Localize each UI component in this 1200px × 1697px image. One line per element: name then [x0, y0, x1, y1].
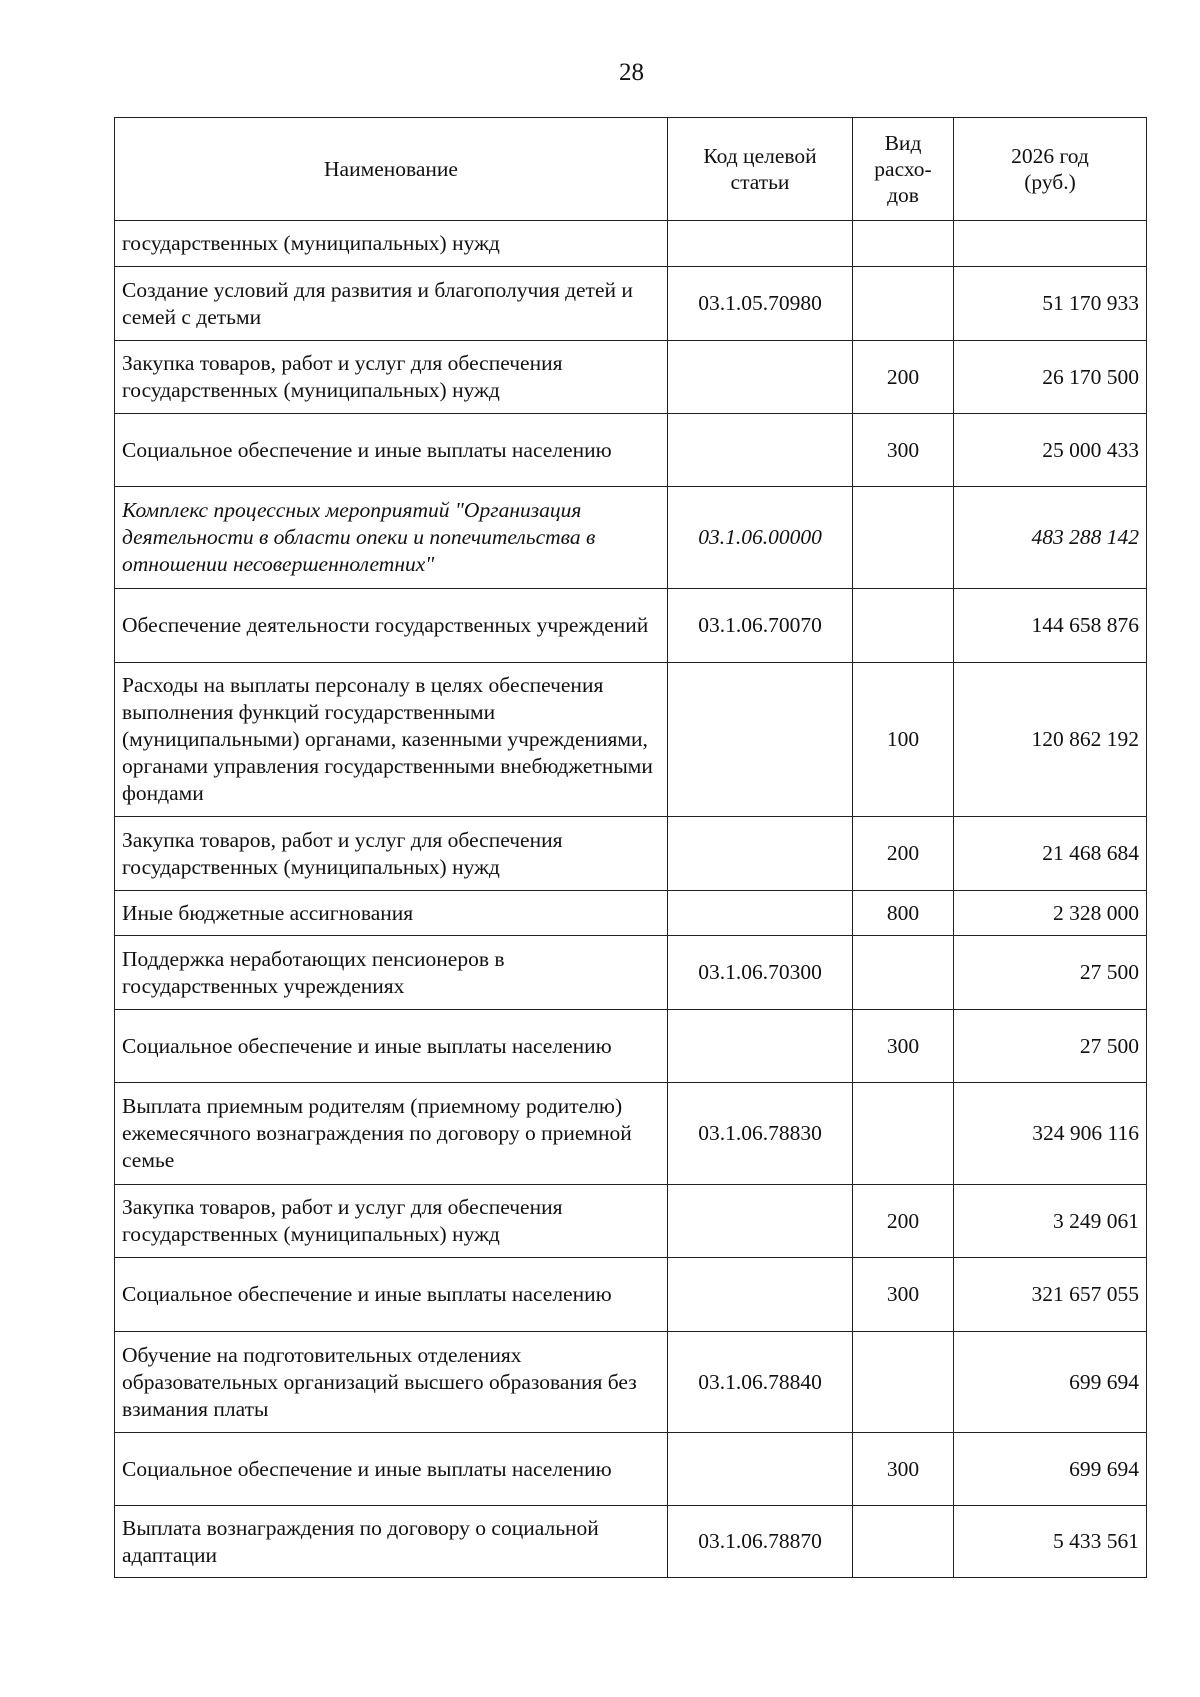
row-name: Поддержка неработающих пенсионеров в государственных учреждениях: [115, 936, 668, 1010]
table-row: [115, 1083, 1147, 1185]
row-name: Иные бюджетные ассигнования: [115, 891, 668, 936]
row-type: [853, 589, 954, 663]
row-sum: 27 500: [954, 1010, 1147, 1083]
row-name: Расходы на выплаты персоналу в целях обеспечения выполнения функций государственными (муниципальными) органами, казенными учреждениями, органами управления государственными внебюджетными фондами: [115, 663, 668, 817]
table-row: [115, 817, 1147, 891]
row-sum: 3 249 061: [954, 1185, 1147, 1258]
row-sum: 5 433 561: [954, 1506, 1147, 1578]
row-sum: 25 000 433: [954, 414, 1147, 487]
row-code: 03.1.06.78840: [668, 1332, 853, 1433]
row-sum: 2 328 000: [954, 891, 1147, 936]
row-type: [853, 487, 954, 589]
table-row: [115, 341, 1147, 414]
row-sum: 120 862 192: [954, 663, 1147, 817]
row-type: [853, 1506, 954, 1578]
row-name: Закупка товаров, работ и услуг для обеспечения государственных (муниципальных) нужд: [115, 341, 668, 414]
row-type: 100: [853, 663, 954, 817]
row-name: Обеспечение деятельности государственных учреждений: [115, 589, 668, 663]
row-sum: 26 170 500: [954, 341, 1147, 414]
row-name: Социальное обеспечение и иные выплаты населению: [115, 1010, 668, 1083]
row-type: [853, 267, 954, 341]
row-name: государственных (муниципальных) нужд: [115, 221, 668, 267]
row-sum: 27 500: [954, 936, 1147, 1010]
row-type: 200: [853, 1185, 954, 1258]
row-type: [853, 936, 954, 1010]
row-type: 200: [853, 341, 954, 414]
row-type: [853, 1083, 954, 1185]
header-name: Наименование: [115, 118, 668, 221]
row-sum: 699 694: [954, 1332, 1147, 1433]
row-type: 800: [853, 891, 954, 936]
row-code: 03.1.06.70070: [668, 589, 853, 663]
table-row: [115, 267, 1147, 341]
row-code: [668, 341, 853, 414]
header-sum: 2026 год (руб.): [954, 118, 1147, 221]
row-name: Создание условий для развития и благополучия детей и семей с детьми: [115, 267, 668, 341]
table-row: [115, 589, 1147, 663]
row-code: 03.1.06.78830: [668, 1083, 853, 1185]
row-code: 03.1.06.70300: [668, 936, 853, 1010]
page-number: 28: [619, 59, 644, 86]
row-type: 200: [853, 817, 954, 891]
row-sum: 144 658 876: [954, 589, 1147, 663]
row-name: Выплата приемным родителям (приемному родителю) ежемесячного вознаграждения по договору о приемной семье: [115, 1083, 668, 1185]
row-name: Обучение на подготовительных отделениях образовательных организаций высшего образования без взимания платы: [115, 1332, 668, 1433]
table-row: [115, 1010, 1147, 1083]
table-row: [115, 1506, 1147, 1578]
table-body: [115, 221, 1147, 1578]
table-row: [115, 487, 1147, 589]
row-sum: 21 468 684: [954, 817, 1147, 891]
row-code: [668, 221, 853, 267]
budget-table: [114, 117, 1147, 1578]
row-name: Социальное обеспечение и иные выплаты населению: [115, 1433, 668, 1506]
row-code: [668, 1433, 853, 1506]
row-sum: 51 170 933: [954, 267, 1147, 341]
row-type: 300: [853, 414, 954, 487]
row-type: [853, 1332, 954, 1433]
table-row: [115, 1433, 1147, 1506]
table-row: [115, 1332, 1147, 1433]
header-type: Вид расхо-дов: [853, 118, 954, 221]
row-type: 300: [853, 1010, 954, 1083]
row-type: 300: [853, 1433, 954, 1506]
row-code: [668, 817, 853, 891]
row-name: Социальное обеспечение и иные выплаты населению: [115, 414, 668, 487]
row-name: Комплекс процессных мероприятий "Организация деятельности в области опеки и попечительства в отношении несовершеннолетних": [115, 487, 668, 589]
row-code: [668, 1185, 853, 1258]
row-code: 03.1.05.70980: [668, 267, 853, 341]
row-code: 03.1.06.00000: [668, 487, 853, 589]
row-sum: [954, 221, 1147, 267]
table-row: [115, 1185, 1147, 1258]
header-code: Код целевой статьи: [668, 118, 853, 221]
row-type: 300: [853, 1258, 954, 1332]
header-row: [115, 118, 1147, 221]
table-row: [115, 221, 1147, 267]
row-code: 03.1.06.78870: [668, 1506, 853, 1578]
row-name: Выплата вознаграждения по договору о социальной адаптации: [115, 1506, 668, 1578]
row-sum: 483 288 142: [954, 487, 1147, 589]
row-code: [668, 663, 853, 817]
row-name: Закупка товаров, работ и услуг для обеспечения государственных (муниципальных) нужд: [115, 1185, 668, 1258]
row-code: [668, 1258, 853, 1332]
row-code: [668, 891, 853, 936]
table-row: [115, 414, 1147, 487]
table-row: [115, 1258, 1147, 1332]
row-type: [853, 221, 954, 267]
row-name: Закупка товаров, работ и услуг для обеспечения государственных (муниципальных) нужд: [115, 817, 668, 891]
row-sum: 321 657 055: [954, 1258, 1147, 1332]
row-name: Социальное обеспечение и иные выплаты населению: [115, 1258, 668, 1332]
table-row: [115, 663, 1147, 817]
row-sum: 324 906 116: [954, 1083, 1147, 1185]
row-code: [668, 1010, 853, 1083]
row-sum: 699 694: [954, 1433, 1147, 1506]
table-row: [115, 936, 1147, 1010]
row-code: [668, 414, 853, 487]
table-row: [115, 891, 1147, 936]
